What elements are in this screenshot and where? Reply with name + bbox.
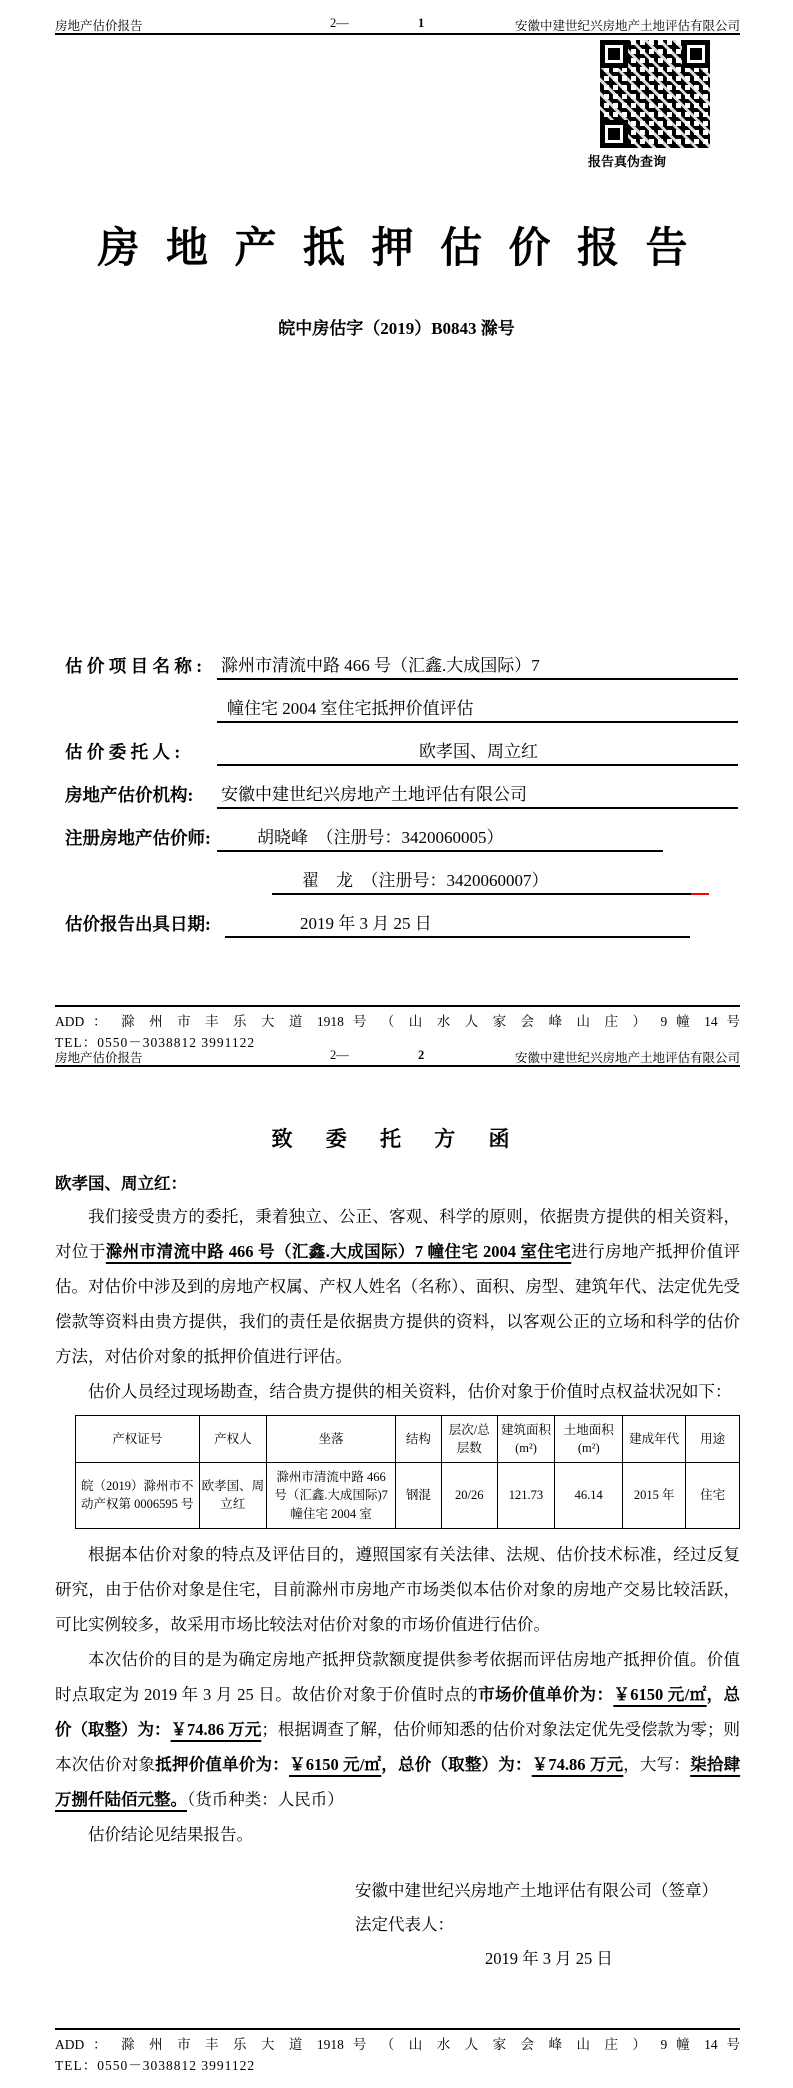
cover-form [65, 640, 738, 941]
field-label: 注册房地产估价师: [65, 828, 211, 848]
table-cell: 住宅 [686, 1463, 740, 1528]
header-page-number: 2 [418, 1048, 425, 1062]
report-doc-number: 皖中房估字（2019）B0843 滁号 [278, 319, 515, 338]
field-value: 安徽中建世纪兴房地产土地评估有限公司 [217, 780, 738, 809]
header-page-number: 1 [418, 16, 425, 30]
letter-salutation: 欧孝国、周立红： [55, 1174, 187, 1193]
signature-date: 2019 年 3 月 25 日 [485, 1948, 613, 1968]
page1-running-header [55, 16, 740, 32]
header-company-name: 安徽中建世纪兴房地产土地评估有限公司 [514, 19, 740, 33]
table-cell: 欧孝国、周立红 [199, 1463, 267, 1528]
field-value: 胡晓峰 （注册号：3420060005） [217, 823, 663, 852]
paragraph-5: 估价结论见结果报告。 [88, 1824, 253, 1844]
paragraph-3: 根据本估价对象的特点及评估目的，遵照国家有关法律、法规、估价技术标准，经过反复研究，由于估价对象是住宅，目前滁州市房地产市场类似本估价对象的房地产交易比较活跃，可比实例较多，故采用市场比较法对估价对象的市场价值进行估价。 [55, 1544, 740, 1634]
header-rule [55, 33, 740, 35]
field-label-spacer [65, 721, 217, 723]
field-label: 估价报告出具日期: [65, 914, 211, 934]
field-project-name [65, 640, 738, 680]
field-appraiser-1 [65, 812, 738, 852]
table-cell: 20/26 [441, 1463, 497, 1528]
table-header-cell: 土地面积(m²) [555, 1416, 623, 1463]
field-report-date [65, 898, 738, 938]
signature-legal-rep: 法定代表人： [355, 1914, 454, 1934]
table-header-cell: 结构 [396, 1416, 442, 1463]
qr-finder-icon [600, 40, 628, 68]
table-cell: 皖（2019）滁州市不动产权第 0006595 号 [76, 1463, 200, 1528]
table-header-cell: 坐落 [267, 1416, 396, 1463]
qr-code [600, 40, 710, 148]
header-page-prefix: 2— [330, 16, 349, 30]
header-company-name: 安徽中建世纪兴房地产土地评估有限公司 [514, 1051, 740, 1065]
footer-rule [55, 2028, 740, 2030]
table-header-cell: 用途 [686, 1416, 740, 1463]
table-cell: 滁州市清流中路 466 号（汇鑫.大成国际)7 幢住宅 2004 室 [267, 1463, 396, 1528]
table-header-cell: 建筑面积(m²) [497, 1416, 555, 1463]
table-cell: 46.14 [555, 1463, 623, 1528]
header-doc-title: 房地产估价报告 [55, 19, 143, 33]
qr-finder-icon [682, 40, 710, 68]
field-client [65, 726, 738, 766]
appraiser2-text: 翟 龙 （注册号：3420060007） [302, 871, 549, 890]
paragraph-1: 我们接受贵方的委托，秉着独立、公正、客观、科学的原则，依据贵方提供的相关资料，对位于滁州市清流中路 466 号（汇鑫.大成国际）7 幢住宅 2004 室住宅进行房地产抵押价值评估。对估价中涉及到的房地产权属、产权人姓名（名称）、面积、房型、建筑年代、法定优先受偿款等资料由贵方提供，我们的责任是依据贵方提供的资料，以客观公正的立场和科学的估价方法，对估价对象的抵押价值进行评估。 [55, 1207, 741, 1366]
table-header-row [76, 1416, 740, 1463]
field-label: 估 价 项 目 名 称 : [65, 656, 203, 676]
property-rights-table [75, 1415, 740, 1529]
page2-running-header [55, 1048, 740, 1064]
header-doc-title: 房地产估价报告 [55, 1051, 143, 1065]
field-label: 房地产估价机构: [65, 785, 194, 805]
field-label-spacer [65, 893, 217, 895]
table-header-cell: 产权人 [199, 1416, 267, 1463]
footer-address: ADD ： 滁 州 市 丰 乐 大 道 1918 号 （ 山 水 人 家 会 峰 山 庄 ） 9 幢 14 号 [55, 1014, 740, 1029]
footer-telephone: TEL：0550－3038812 3991122 [55, 2058, 256, 2073]
letter-body [55, 1115, 740, 1976]
field-value [272, 866, 708, 895]
paragraph-2: 估价人员经过现场勘查，结合贵方提供的相关资料，估价对象于价值时点权益状况如下： [88, 1382, 732, 1401]
red-correction-mark [691, 893, 709, 895]
paragraph-4: 本次估价的目的是为确定房地产抵押贷款额度提供参考依据而评估房地产抵押价值。价值时点取定为 2019 年 3 月 25 日。故估价对象于价值时点的市场价值单价为：￥6150 元/㎡，总价（取整）为：￥74.86 万元；根据调查了解，估价师知悉的估价对象法定优先受偿款为零；则本次估价对象抵押价值单价为：￥6150 元/㎡，总价（取整）为：￥74.86 万元，大写：柒拾肆万捌仟陆佰元整。（货币种类：人民币） [55, 1649, 741, 1809]
field-project-name-line2 [65, 683, 738, 723]
field-value: 幢住宅 2004 室住宅抵押价值评估 [217, 694, 738, 723]
table-header-cell: 产权证号 [76, 1416, 200, 1463]
qr-caption: 报告真伪查询 [588, 154, 667, 169]
field-label: 估 价 委 托 人 : [65, 742, 181, 762]
table-cell: 钢混 [396, 1463, 442, 1528]
footer-telephone: TEL：0550－3038812 3991122 [55, 1035, 256, 1050]
field-value: 滁州市清流中路 466 号（汇鑫.大成国际）7 [217, 651, 738, 680]
header-page-prefix: 2— [330, 1048, 349, 1062]
footer-address: ADD ： 滁 州 市 丰 乐 大 道 1918 号 （ 山 水 人 家 会 峰 山 庄 ） 9 幢 14 号 [55, 2037, 740, 2052]
field-agency [65, 769, 738, 809]
report-main-title: 房 地 产 抵 押 估 价 报 告 [97, 226, 696, 272]
field-value: 欧孝国、周立红 [217, 737, 738, 766]
field-value: 2019 年 3 月 25 日 [225, 909, 690, 938]
table-header-cell: 建成年代 [623, 1416, 686, 1463]
letter-title: 致 委 托 方 函 [271, 1127, 524, 1151]
header-rule [55, 1065, 740, 1067]
signature-company: 安徽中建世纪兴房地产土地评估有限公司（签章） [355, 1880, 718, 1900]
table-cell: 121.73 [497, 1463, 555, 1528]
page-2 [0, 1045, 793, 2088]
footer-rule [55, 1005, 740, 1007]
qr-finder-icon [600, 120, 628, 148]
table-header-cell: 层次/总层数 [441, 1416, 497, 1463]
table-cell: 2015 年 [623, 1463, 686, 1528]
field-appraiser-2 [65, 855, 738, 895]
signature-block [55, 1874, 740, 1976]
table-data-row [76, 1463, 740, 1528]
